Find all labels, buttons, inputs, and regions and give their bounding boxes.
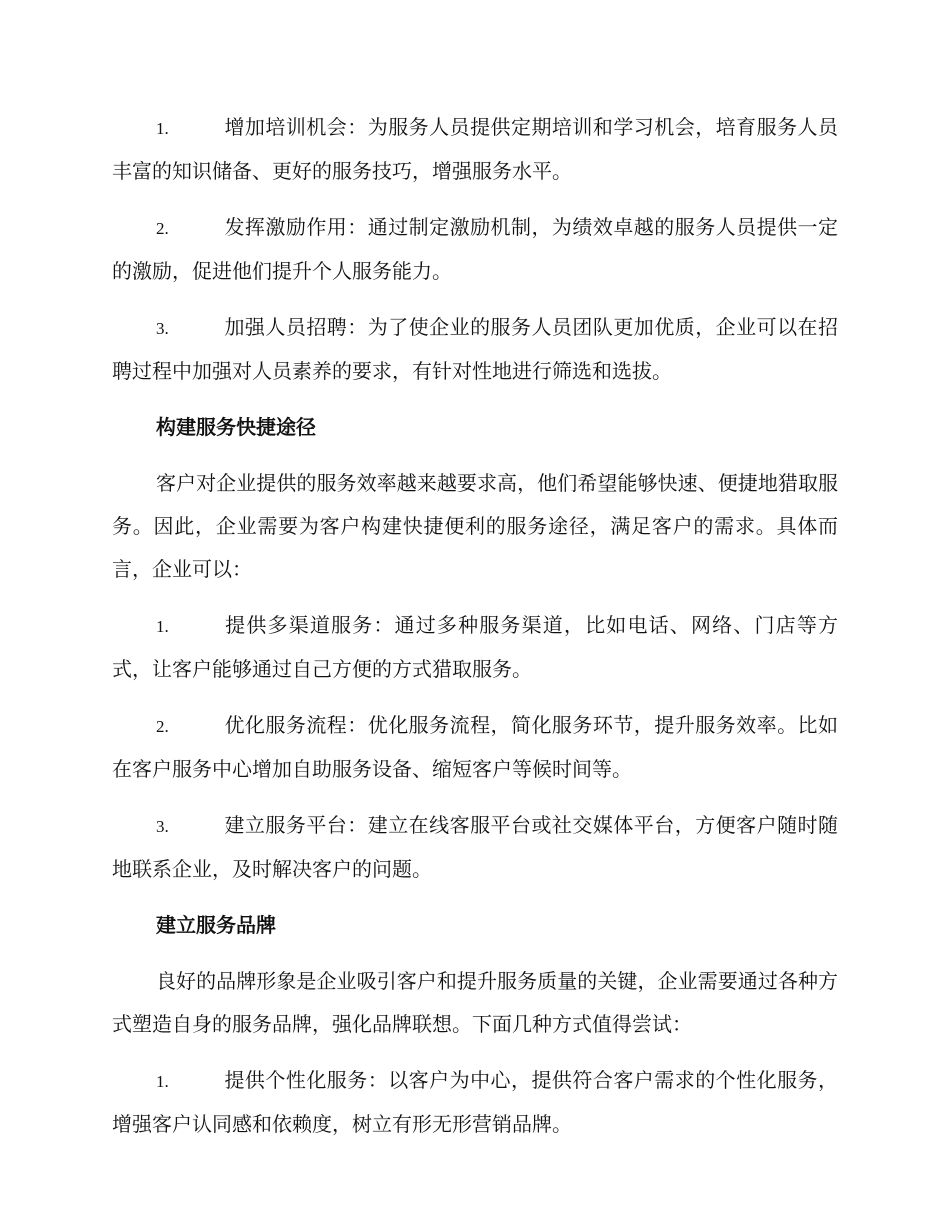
list-number: 1.	[156, 1072, 169, 1091]
list-number: 1.	[156, 119, 169, 138]
list-item-text: 提供多渠道服务：通过多种服务渠道，比如电话、网络、门店等方式，让客户能够通过自己方便的方式猎取服务。	[112, 613, 838, 681]
list-item	[112, 306, 838, 393]
list-number: 1.	[156, 617, 169, 636]
body-paragraph: 客户对企业提供的服务效率越来越要求高，他们希望能够快速、便捷地猎取服务。因此，企业需要为客户构建快捷便利的服务途径，满足客户的需求。具体而言，企业可以：	[112, 471, 838, 581]
section-heading: 构建服务快捷途径	[156, 415, 316, 439]
list-item	[112, 1059, 838, 1146]
body-paragraph: 良好的品牌形象是企业吸引客户和提升服务质量的关键，企业需要通过各种方式塑造自身的服务品牌，强化品牌联想。下面几种方式值得尝试：	[112, 969, 838, 1036]
list-item-text: 提供个性化服务：以客户为中心，提供符合客户需求的个性化服务，增强客户认同感和依赖度，树立有形无形营销品牌。	[112, 1068, 838, 1136]
list-item-text: 增加培训机会：为服务人员提供定期培训和学习机会，培育服务人员丰富的知识储备、更好的服务技巧，增强服务水平。	[112, 115, 838, 183]
list-number: 2.	[156, 717, 169, 736]
list-number: 3.	[156, 319, 169, 338]
list-item	[112, 704, 838, 791]
list-item	[112, 106, 838, 193]
list-item-text: 优化服务流程：优化服务流程，简化服务环节，提升服务效率。比如在客户服务中心增加自助服务设备、缩短客户等候时间等。	[112, 713, 838, 781]
list-item	[112, 206, 838, 293]
list-number: 3.	[156, 817, 169, 836]
list-item-text: 发挥激励作用：通过制定激励机制，为绩效卓越的服务人员提供一定的激励，促进他们提升个人服务能力。	[112, 215, 838, 283]
list-item-text: 加强人员招聘：为了使企业的服务人员团队更加优质，企业可以在招聘过程中加强对人员素养的要求，有针对性地进行筛选和选拔。	[112, 315, 838, 383]
list-item-text: 建立服务平台：建立在线客服平台或社交媒体平台，方便客户随时随地联系企业，及时解决客户的问题。	[112, 813, 838, 881]
list-number: 2.	[156, 219, 169, 238]
list-item	[112, 804, 838, 891]
list-item	[112, 604, 838, 691]
section-heading: 建立服务品牌	[156, 913, 276, 937]
